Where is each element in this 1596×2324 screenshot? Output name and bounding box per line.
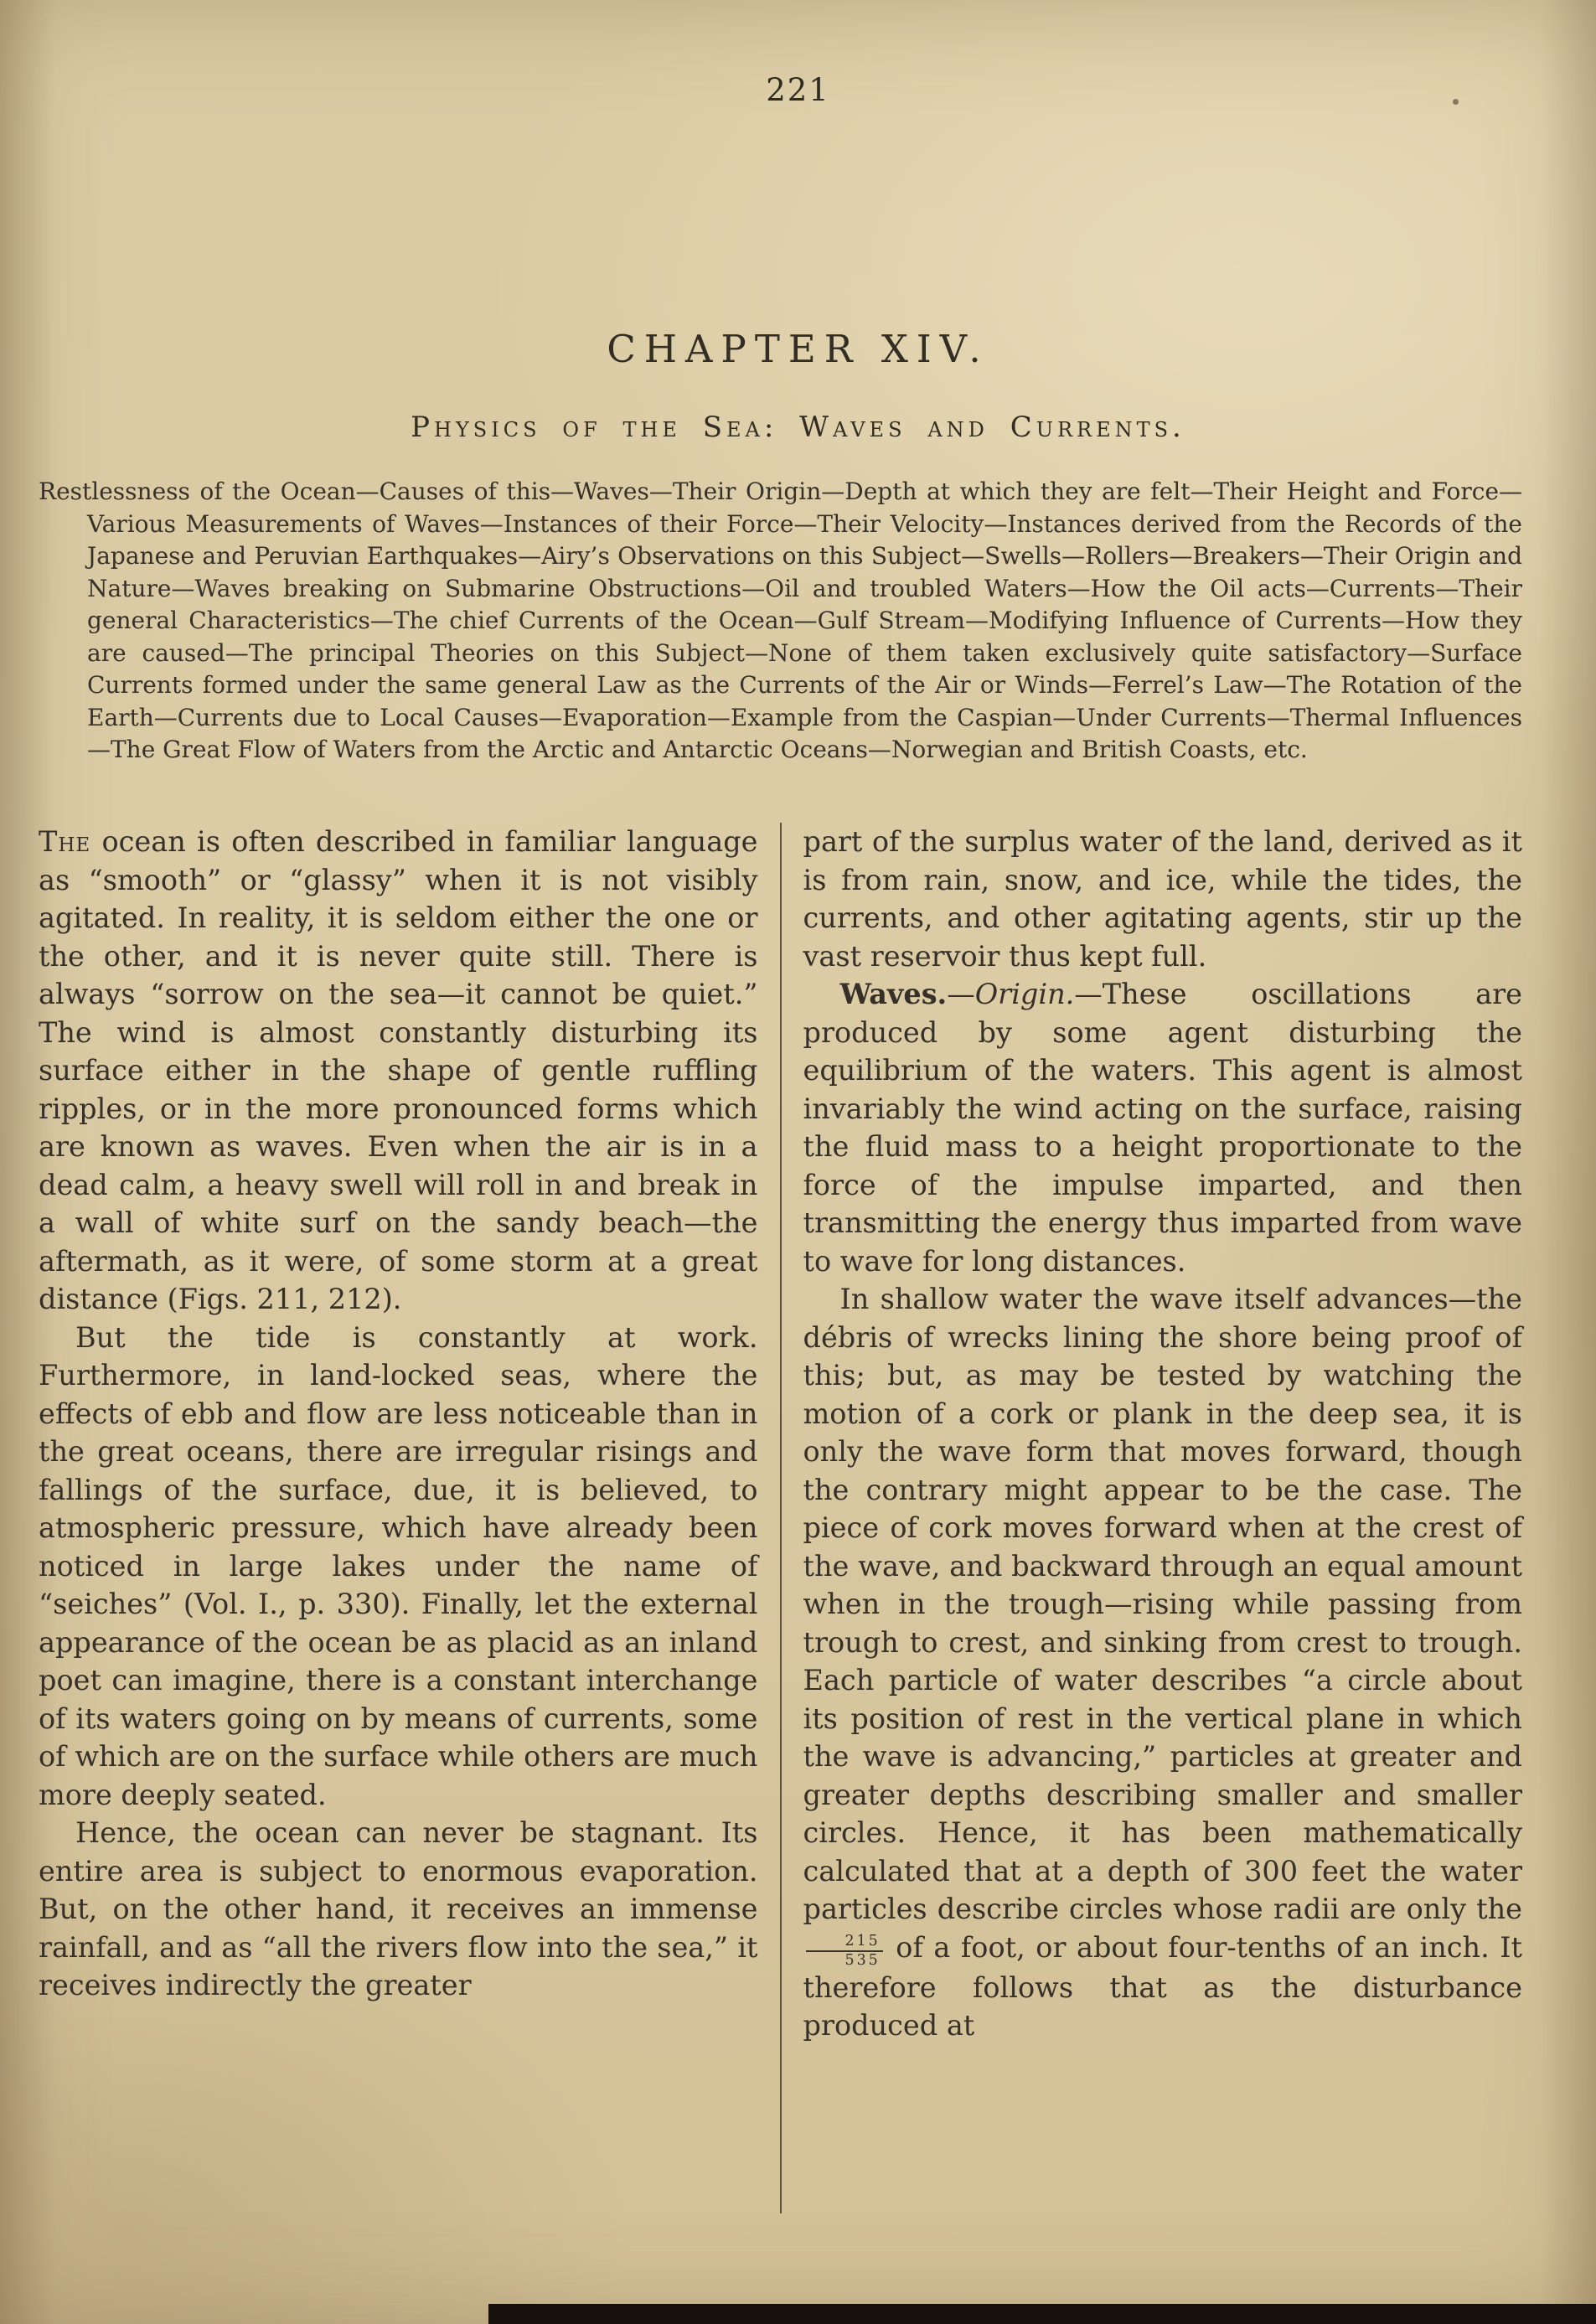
page-number: 221 <box>766 72 830 108</box>
origin-run-in-head: Origin. <box>974 978 1075 1010</box>
paragraph-text: of a foot, or about four-tenths of an inch. It therefore follows that as the disturbance produced at <box>803 1930 1522 2042</box>
chapter-summary: Restlessness of the Ocean—Causes of this—Waves—Their Origin—Depth at which they are felt—Their Height and Force—Various Measurements of Waves—Instances of their Force—Their Velocity—Instances derived from the Records of the Japanese and Peruvian Earthquakes—Airy’s Observations on this Subject—Swells—Rollers—Breakers—Their Origin and Nature—Waves breaking on Submarine Obstructions—Oil and troubled Waters—How the Oil acts—Currents—Their general Characteristics—The chief Currents of the Ocean—Gulf Stream—Modifying Influence of Currents—How they are caused—The principal Theories on this Subject—None of them taken exclusively quite satisfactory—Surface Currents formed under the same general Law as the Currents of the Air or Winds—Ferrel’s Law—The Rotation of the Earth—Currents due to Local Causes—Evaporation—Example from the Caspian—Under Currents—Thermal Influences—The Great Flow of Waters from the Arctic and Antarctic Oceans—Norwegian and British Coasts, etc. <box>39 478 1522 763</box>
paragraph: But the tide is constantly at work. Furthermore, in land-locked seas, where the effects of ebb and flow are less noticeable than in the great oceans, there are irregular risings and fallings of the surface, due, it is believed, to atmospheric pressure, which have already been noticed in large lakes under the name of “seiches” (Vol. I., p. 330). Finally, let the external appearance of the ocean be as placid as an inland poet can imagine, there is a constant interchange of its waters going on by means of currents, some of which are on the surface while others are much more deeply seated. <box>39 1320 758 1811</box>
fraction-denominator: 535 <box>844 1952 881 1970</box>
chapter-heading: CHAPTER XIV. <box>607 327 989 371</box>
dash: — <box>947 978 975 1010</box>
paragraph-text: In shallow water the wave itself advances—the débris of wrecks lining the shore being proof of this; but, as may be tested by watching the motion of a cork or plank in the deep sea, it is only the wave form that moves forward, though the contrary might appear to be the case. The piece of cork moves forward when at the crest of the wave, and backward through an equal amount when in the trough—rising while passing from trough to crest, and sinking from crest to trough. Each particle of water describes “a circle about its position of rest in the vertical plane in which the wave is advancing,” particles at greater and greater depths describing smaller and smaller circles. Hence, it has been mathematically calculated that at a depth of 300 feet the water particles describe circles whose radii are only the <box>803 1283 1522 1925</box>
paragraph-text: —These oscillations are produced by some agent disturbing the equilibrium of the waters. This agent is almost invariably the wind acting on the surface, raising the fluid mass to a height proportionate to the force of the impulse imparted, and then transmitting the energy thus imparted from wave to wave for long distances. <box>803 978 1522 1278</box>
paragraph: part of the surplus water of the land, derived as it is from rain, snow, and ice, while the tides, the currents, and other agitating agents, stir up the vast reservoir thus kept full. <box>803 825 1522 973</box>
ink-speck <box>1453 99 1459 105</box>
paragraph-text: ocean is often described in familiar language as “smooth” or “glassy” when it is not visibly agitated. In reality, it is seldom either the one or the other, and it is never quite still. There is always “sorrow on the sea—it cannot be quiet.” The wind is almost constantly disturbing its surface either in the shape of gentle ruffling ripples, or in the more pronounced forms which are known as waves. Even when the air is in a dead calm, a heavy swell will roll in and break in a wall of white surf on the sandy beach—the aftermath, as it were, of some storm at a great distance (Figs. 211, 212). <box>39 825 758 1315</box>
right-column <box>803 823 1523 2213</box>
fraction-numerator: 215 <box>806 1934 883 1952</box>
scan-edge-artifact <box>488 2304 1596 2324</box>
fraction <box>806 1934 883 1969</box>
paragraph <box>803 1280 1523 2045</box>
lead-word: The <box>39 825 91 858</box>
page-body <box>39 823 1522 2213</box>
left-column <box>39 823 758 2213</box>
waves-run-in-head: Waves. <box>839 978 948 1010</box>
paragraph: Hence, the ocean can never be stagnant. Its entire area is subject to enormous evaporation. But, on the other hand, it receives an immense rainfall, and as “all the rivers flow into the sea,” it receives indirectly the greater <box>39 1816 758 2001</box>
paragraph <box>803 975 1523 1280</box>
column-divider <box>780 823 782 2213</box>
chapter-subtitle: Physics of the Sea: Waves and Currents. <box>411 411 1185 444</box>
paragraph <box>39 823 758 1319</box>
